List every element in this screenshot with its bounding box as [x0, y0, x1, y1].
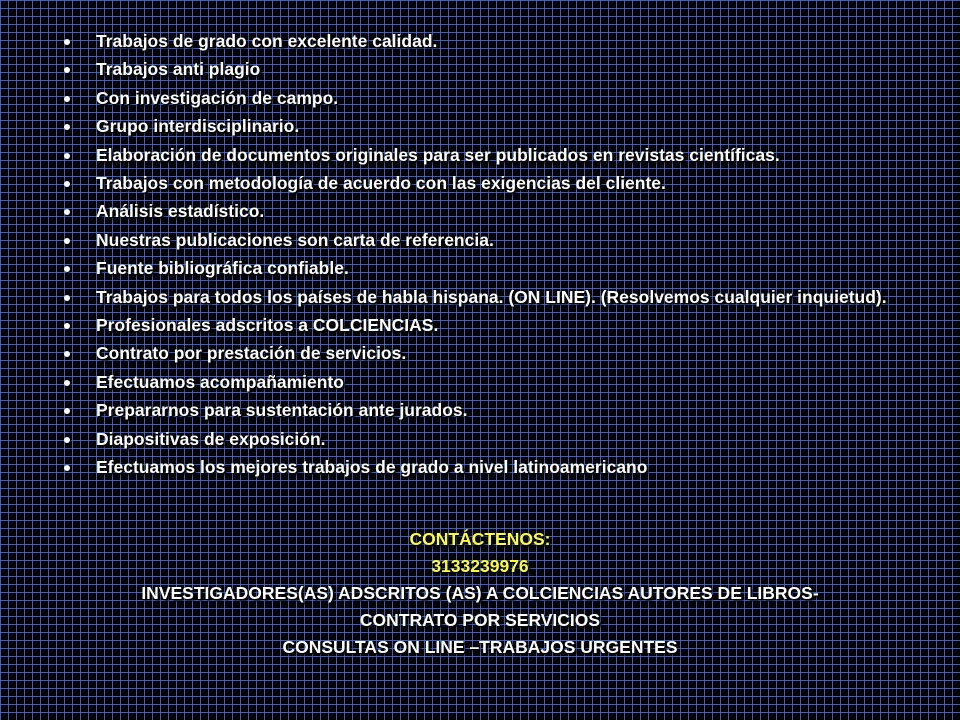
bullet-item: [62, 339, 924, 367]
contact-line-researchers: INVESTIGADORES(AS) ADSCRITOS (AS) A COLCIENCIAS AUTORES DE LIBROS-: [141, 583, 819, 603]
bullet-dot-icon: [64, 351, 70, 357]
bullet-item: [62, 226, 924, 254]
contact-line-contract: CONTRATO POR SERVICIOS: [359, 610, 601, 630]
bullet-dot-icon: [64, 209, 70, 215]
bullet-dot-icon: [64, 323, 70, 329]
services-bullet-list: [62, 27, 924, 482]
bullet-dot-icon: [64, 96, 70, 102]
bullet-item: [62, 254, 924, 282]
bullet-text: Elaboración de documentos originales para ser publicados en revistas científicas.: [96, 144, 780, 165]
contact-line-online: CONSULTAS ON LINE –TRABAJOS URGENTES: [282, 637, 678, 657]
bullet-dot-icon: [64, 153, 70, 159]
bullet-item: [62, 368, 924, 396]
bullet-text: Trabajos para todos los países de habla hispana. (ON LINE). (Resolvemos cualquier inquietud).: [96, 286, 887, 307]
bullet-text: Con investigación de campo.: [96, 87, 339, 108]
bullet-item: [62, 283, 924, 311]
bullet-dot-icon: [64, 380, 70, 386]
bullet-item: [62, 396, 924, 424]
bullet-item: [62, 112, 924, 140]
bullet-text: Trabajos de grado con excelente calidad.: [96, 31, 438, 51]
contact-heading: CONTÁCTENOS:: [409, 529, 551, 549]
bullet-dot-icon: [64, 124, 70, 130]
bullet-dot-icon: [64, 408, 70, 414]
bullet-text: Grupo interdisciplinario.: [96, 116, 300, 137]
contact-phone: 3133239976: [431, 556, 529, 576]
bullet-item: [62, 84, 924, 112]
bullet-dot-icon: [64, 39, 70, 45]
bullet-dot-icon: [64, 181, 70, 187]
bullet-text: Profesionales adscritos a COLCIENCIAS.: [96, 315, 439, 336]
bullet-dot-icon: [64, 266, 70, 272]
bullet-text: Trabajos anti plagio: [96, 59, 261, 80]
bullet-text: Trabajos con metodología de acuerdo con las exigencias del cliente.: [96, 173, 666, 194]
bullet-item: [62, 453, 924, 481]
bullet-item: [62, 169, 924, 197]
bullet-text: Efectuamos acompañamiento: [96, 371, 344, 392]
contact-block: [0, 526, 960, 661]
bullet-text: Nuestras publicaciones son carta de referencia.: [96, 229, 494, 250]
bullet-dot-icon: [64, 67, 70, 73]
bullet-dot-icon: [64, 437, 70, 443]
bullet-item: [62, 197, 924, 225]
bullet-text: Análisis estadístico.: [96, 201, 265, 222]
bullet-dot-icon: [64, 295, 70, 301]
bullet-item: [62, 55, 924, 83]
bullet-item: [62, 311, 924, 339]
bullet-text: Diapositivas de exposición.: [96, 428, 326, 449]
bullet-item: [62, 27, 924, 55]
bullet-text: Prepararnos para sustentación ante jurados.: [96, 400, 468, 421]
bullet-dot-icon: [64, 238, 70, 244]
bullet-text: Efectuamos los mejores trabajos de grado a nivel latinoamericano: [96, 457, 648, 478]
bullet-item: [62, 141, 924, 169]
bullet-text: Contrato por prestación de servicios.: [96, 343, 407, 364]
bullet-dot-icon: [64, 465, 70, 471]
bullet-item: [62, 425, 924, 453]
bullet-text: Fuente bibliográfica confiable.: [96, 258, 349, 279]
